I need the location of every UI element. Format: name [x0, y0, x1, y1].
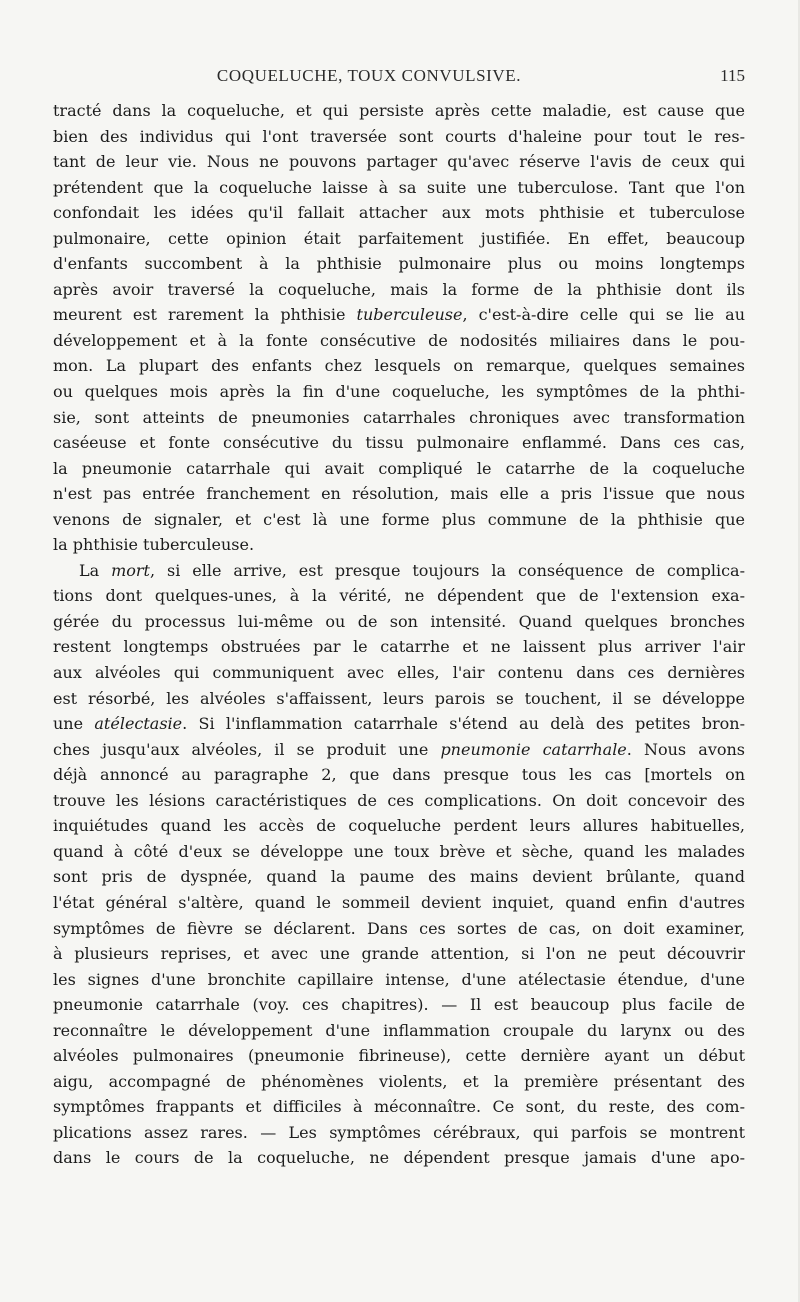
text-line: inquiétudes quand les accès de coqueluche perdent leurs allures habituelles,	[53, 816, 745, 836]
text-line: plications assez rares. — Les symptômes cérébraux, qui parfois se montrent	[53, 1122, 745, 1142]
text-line: la phthisie tuberculeuse.	[53, 535, 255, 555]
text-line	[53, 711, 745, 737]
italic-term: mort	[111, 560, 150, 580]
text-line: l'état général s'altère, quand le sommeil devient inquiet, quand enfin d'autres	[53, 892, 745, 912]
text-run: . Nous avons	[626, 739, 745, 759]
text-line: confondait les idées qu'il fallait attacher aux mots phthisie et tuberculose	[53, 203, 745, 223]
text-line: dans le cours de la coqueluche, ne dépendent presque jamais d'une apo-	[53, 1148, 745, 1168]
body-text	[53, 98, 745, 1171]
text-line	[53, 737, 745, 763]
text-line: reconnaître le développement d'une inflammation croupale du larynx ou des	[53, 1020, 745, 1040]
text-line: gérée du processus lui-même ou de son intensité. Quand quelques bronches	[53, 611, 745, 631]
text-line: restent longtemps obstruées par le catarrhe et ne laissent plus arriver l'air	[53, 637, 745, 657]
text-line: aigu, accompagné de phénomènes violents, et la première présentant des	[53, 1071, 745, 1091]
text-run: une	[53, 714, 95, 734]
text-line: tant de leur vie. Nous ne pouvons partager qu'avec réserve l'avis de ceux qui	[53, 152, 745, 172]
text-run: La	[79, 560, 112, 580]
text-line: les signes d'une bronchite capillaire intense, d'une atélectasie étendue, d'une	[53, 969, 745, 989]
text-line: symptômes frappants et difficiles à méconnaître. Ce sont, du reste, des com-	[53, 1097, 745, 1117]
text-line: ou quelques mois après la fin d'une coqueluche, les symptômes de la phthi-	[53, 382, 745, 402]
text-line: après avoir traversé la coqueluche, mais la forme de la phthisie dont ils	[53, 279, 745, 299]
text-line: prétendent que la coqueluche laisse à sa suite une tuberculose. Tant que l'on	[53, 177, 745, 197]
text-line: sont pris de dyspnée, quand la paume des mains devient brûlante, quand	[53, 867, 745, 887]
text-line: n'est pas entrée franchement en résolution, mais elle a pris l'issue que nous	[53, 484, 745, 504]
text-line: caséeuse et fonte consécutive du tissu pulmonaire enflammé. Dans ces cas,	[53, 433, 745, 453]
text-line: développement et à la fonte consécutive de nodosités miliaires dans le pou-	[53, 330, 745, 350]
text-line: alvéoles pulmonaires (pneumonie fibrineuse), cette dernière ayant un début	[53, 1046, 745, 1066]
text-run: . Si l'inflammation catarrhale s'étend au delà des petites bron-	[182, 714, 745, 734]
running-head: COQUELUCHE, TOUX CONVULSIVE.	[216, 66, 522, 85]
text-run: meurent est rarement la phthisie	[53, 305, 357, 325]
page-number: 115	[720, 66, 745, 85]
text-line: venons de signaler, et c'est là une forme plus commune de la phthisie que	[53, 509, 745, 529]
text-line: mon. La plupart des enfants chez lesquels on remarque, quelques semaines	[53, 356, 745, 376]
text-run: , c'est-à-dire celle qui se lie au	[462, 305, 745, 325]
text-line: à plusieurs reprises, et avec une grande attention, si l'on ne peut découvrir	[53, 944, 745, 964]
text-line: est résorbé, les alvéoles s'affaissent, leurs parois se touchent, il se développe	[53, 688, 745, 708]
text-run: , si elle arrive, est presque toujours la conséquence de complica-	[149, 560, 745, 580]
text-line: la pneumonie catarrhale qui avait compliqué le catarrhe de la coqueluche	[53, 458, 745, 478]
italic-term: pneumonie catarrhale	[440, 739, 627, 759]
text-line: déjà annoncé au paragraphe 2, que dans presque tous les cas [mortels on	[53, 765, 745, 785]
text-line: d'enfants succombent à la phthisie pulmonaire plus ou moins longtemps	[53, 254, 745, 274]
text-line	[53, 558, 745, 584]
page-header	[53, 66, 745, 90]
text-line: sie, sont atteints de pneumonies catarrhales chroniques avec transformation	[53, 407, 745, 427]
text-line: symptômes de fièvre se déclarent. Dans ces sortes de cas, on doit examiner,	[53, 918, 745, 938]
text-line: tracté dans la coqueluche, et qui persiste après cette maladie, est cause que	[53, 101, 745, 120]
text-run: ches jusqu'aux alvéoles, il se produit une	[53, 739, 441, 759]
italic-term: tuberculeuse	[356, 305, 463, 325]
text-line: trouve les lésions caractéristiques de ces complications. On doit concevoir des	[53, 790, 745, 810]
italic-term: atélectasie	[94, 714, 183, 734]
text-line	[53, 302, 745, 328]
text-line: aux alvéoles qui communiquent avec elles, l'air contenu dans ces dernières	[53, 663, 745, 683]
text-line: bien des individus qui l'ont traversée sont courts d'haleine pour tout le res-	[53, 126, 745, 146]
text-line: pulmonaire, cette opinion était parfaitement justifiée. En effet, beaucoup	[53, 228, 745, 248]
text-line: pneumonie catarrhale (voy. ces chapitres). — Il est beaucoup plus facile de	[53, 995, 745, 1015]
text-line: quand à côté d'eux se développe une toux brève et sèche, quand les malades	[53, 841, 745, 861]
text-line: tions dont quelques-unes, à la vérité, ne dépendent que de l'extension exa-	[53, 586, 745, 606]
